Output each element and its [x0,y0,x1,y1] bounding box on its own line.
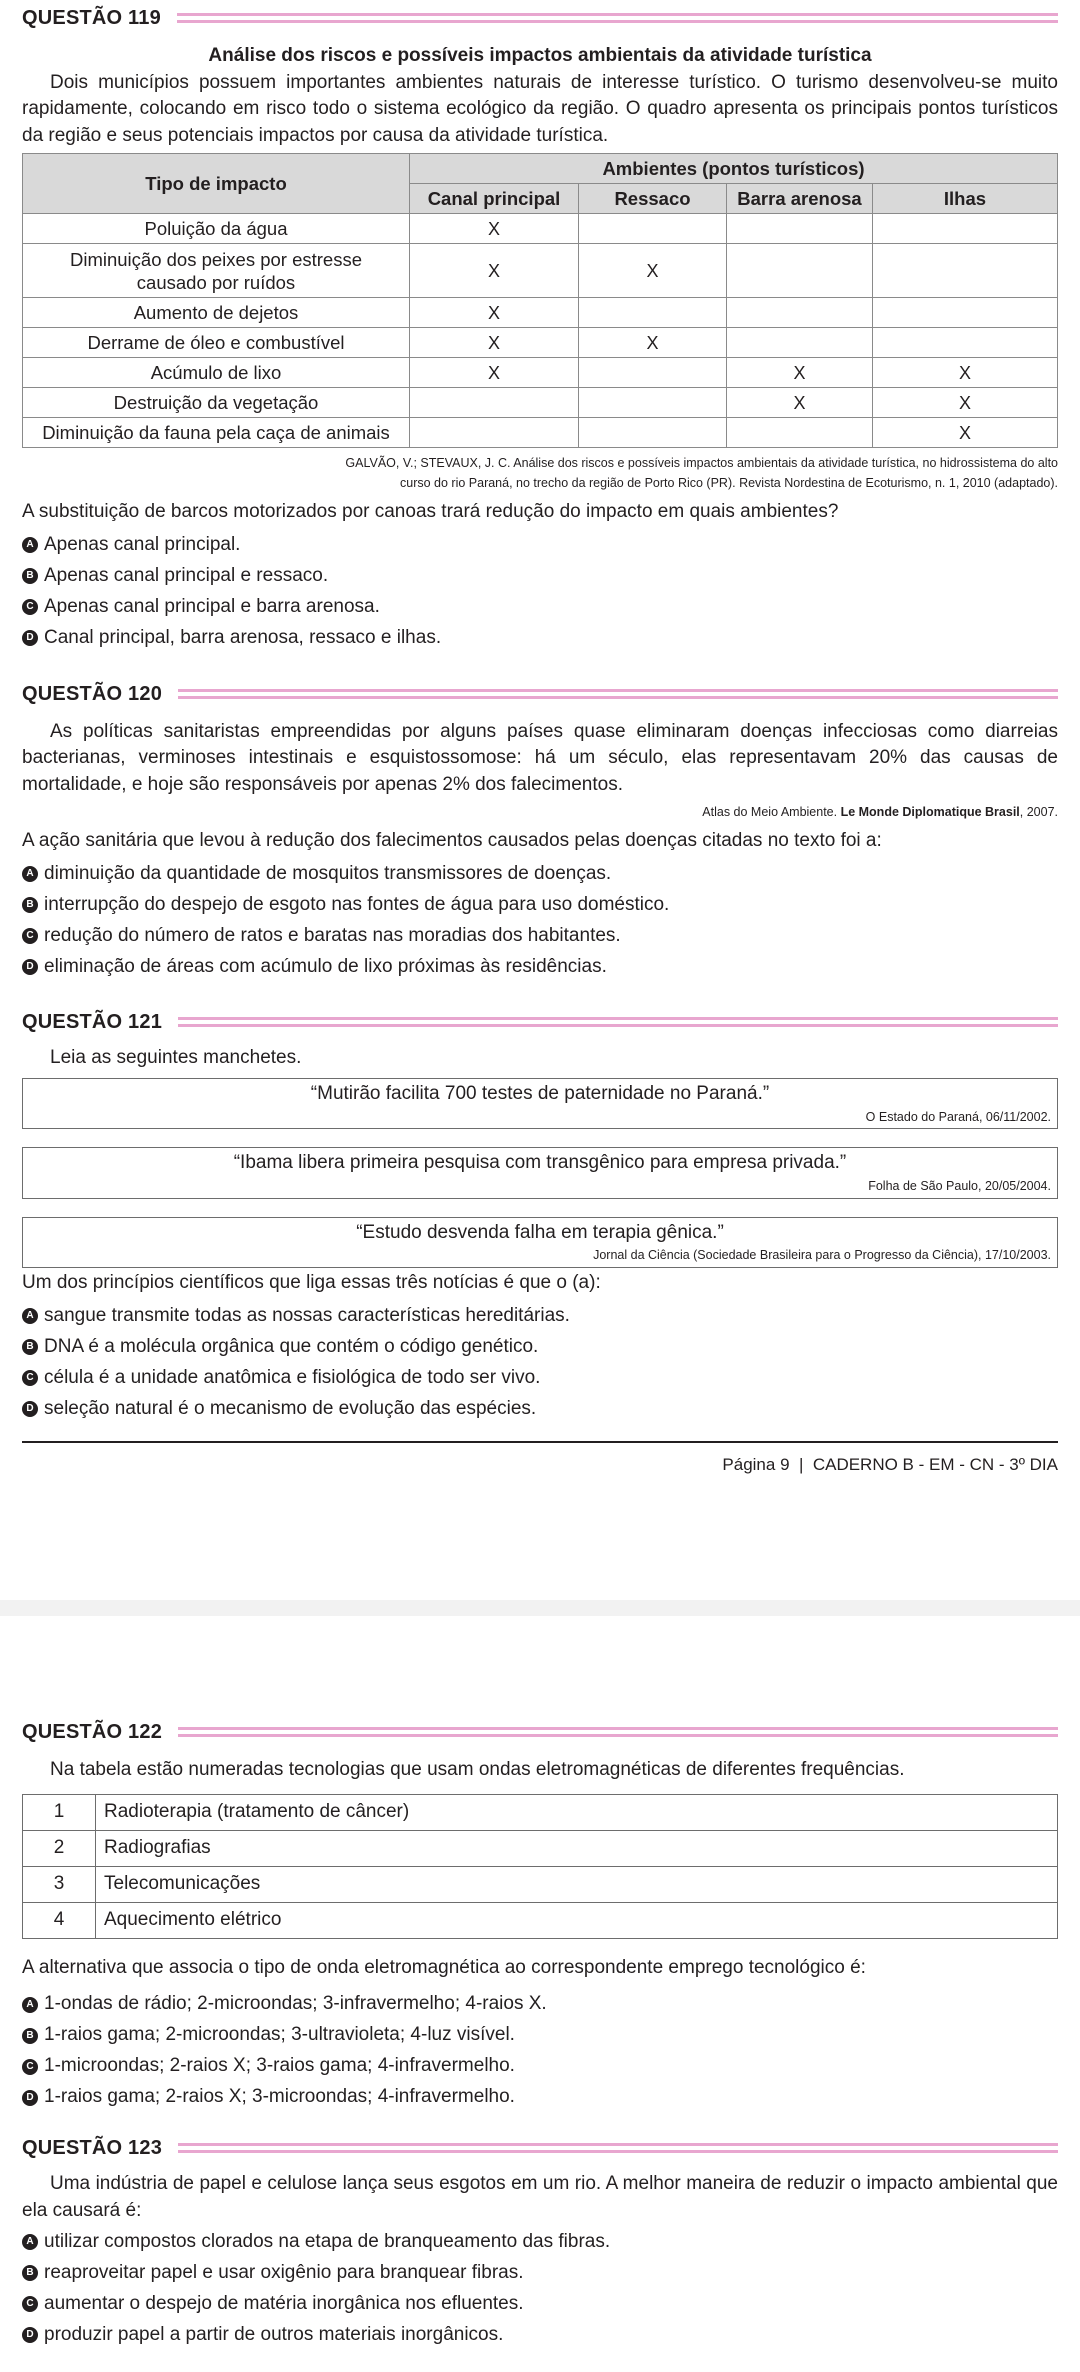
cell [579,214,727,244]
table-row [23,1830,1058,1866]
row-number: 2 [23,1830,96,1866]
question-121-title: QUESTÃO 121 [22,1011,163,1034]
option-text: diminuição da quantidade de mosquitos transmissores de doenças. [44,862,612,884]
technology-table [22,1794,1058,1939]
row-label: Acúmulo de lixo [23,358,410,388]
header-rule [178,1727,1058,1737]
row-label: Diminuição dos peixes por estresse causado por ruídos [23,244,410,298]
column-group-header: Ambientes (pontos turísticos) [410,154,1058,184]
question-122-header [22,1717,1058,1747]
cell [727,418,873,448]
headline-source: Folha de São Paulo, 20/05/2004. [868,1179,1051,1193]
table-row [23,244,1058,298]
header-rule [178,2143,1058,2153]
option-letter-badge: C [22,2296,38,2312]
option-text: eliminação de áreas com acúmulo de lixo próximas às residências. [44,955,607,977]
question-121-options [22,1301,1058,1425]
option-text: interrupção do despejo de esgoto nas fontes de água para uso doméstico. [44,893,670,915]
option-text: 1-ondas de rádio; 2-microondas; 3-infravermelho; 4-raios X. [44,1993,547,2015]
option-letter-badge: A [22,1997,38,2013]
table-row [23,358,1058,388]
row-number: 4 [23,1902,96,1938]
table-row [23,1902,1058,1938]
question-120-prompt: A ação sanitária que levou à redução dos falecimentos causados pelas doenças citadas no texto foi a: [22,829,882,851]
option-d[interactable] [22,2082,1058,2113]
question-119-intro: Dois municípios possuem importantes ambientes naturais de interesse turístico. O turismo desenvolveu-se muito rapidamente, colocando em risco todo o sistema ecológico da região. O quadro apresenta os principais pontos turísticos da região e seus potenciais impactos por causa da atividade turística. [22,71,1058,146]
source-line: GALVÃO, V.; STEVAUX, J. C. Análise dos riscos e possíveis impactos ambientais da atividade turística, no hidrossistema do alto [345,456,1058,471]
option-c[interactable] [22,920,1058,951]
headline-box [22,1078,1058,1129]
table-row [23,328,1058,358]
option-text: utilizar compostos clorados na etapa de branqueamento das fibras. [44,2230,611,2252]
row-text: Radiografias [96,1830,1058,1866]
row-text: Radioterapia (tratamento de câncer) [96,1794,1058,1830]
option-a[interactable] [22,530,1058,561]
option-letter-badge: B [22,2265,38,2281]
cell: X [873,388,1058,418]
question-119-heading: Análise dos riscos e possíveis impactos ambientais da atividade turística [208,45,872,66]
option-d[interactable] [22,623,1058,654]
cell [410,388,579,418]
row-label: Destruição da vegetação [23,388,410,418]
option-c[interactable] [22,592,1058,623]
option-b[interactable] [22,1332,1058,1363]
question-120-source [22,803,1058,822]
cell [727,214,873,244]
option-a[interactable] [22,1301,1058,1332]
option-letter-badge: B [22,897,38,913]
option-text: sangue transmite todas as nossas características hereditárias. [44,1304,570,1326]
cell [727,298,873,328]
impact-table [22,153,1058,448]
question-120-header [22,679,1058,709]
question-119-source [22,454,1058,493]
option-text: 1-raios gama; 2-raios X; 3-microondas; 4-infravermelho. [44,2086,515,2108]
header-rule [177,13,1058,23]
cell: X [410,358,579,388]
question-119-options [22,530,1058,654]
option-letter-badge: B [22,1339,38,1355]
header-rule [178,689,1058,699]
question-119-header [22,3,1058,33]
headline-box [22,1217,1058,1268]
row-label: Poluição da água [23,214,410,244]
option-text: Canal principal, barra arenosa, ressaco e ilhas. [44,626,442,648]
option-c[interactable] [22,2288,1058,2319]
cell [727,328,873,358]
option-text: aumentar o despejo de matéria inorgânica nos efluentes. [44,2292,524,2314]
table-row [23,1866,1058,1902]
option-d[interactable] [22,2319,1058,2350]
option-text: DNA é a molécula orgânica que contém o código genético. [44,1335,539,1357]
option-letter-badge: C [22,599,38,615]
question-123-options [22,2226,1058,2350]
cell [873,328,1058,358]
headline-text: “Estudo desvenda falha em terapia gênica.” [356,1221,724,1243]
option-c[interactable] [22,2051,1058,2082]
question-121-header [22,1007,1058,1037]
option-text: Apenas canal principal e ressaco. [44,564,329,586]
option-d[interactable] [22,951,1058,982]
option-text: célula é a unidade anatômica e fisiológica de todo ser vivo. [44,1366,541,1388]
cell: X [579,244,727,298]
option-letter-badge: A [22,866,38,882]
option-letter-badge: C [22,2059,38,2075]
headline-text: “Mutirão facilita 700 testes de paternidade no Paraná.” [310,1083,770,1105]
column-header: Canal principal [410,184,579,214]
option-letter-badge: D [22,630,38,646]
table-row [23,214,1058,244]
option-text: seleção natural é o mecanismo de evolução das espécies. [44,1397,537,1419]
option-text: Apenas canal principal e barra arenosa. [44,595,380,617]
option-a[interactable] [22,858,1058,889]
source-text: Atlas do Meio Ambiente. [702,804,841,819]
question-120-intro: As políticas sanitaristas empreendidas por alguns países quase eliminaram doenças infecciosas como diarreias bacterianas, verminoses intestinais e esquistossomose: há um século, elas representavam 20% das causas de mortalidade, e hoje são responsáveis por apenas 2% dos falecimentos. [22,720,1058,795]
table-row [23,388,1058,418]
cell [727,244,873,298]
cell: X [727,358,873,388]
row-header: Tipo de impacto [23,154,410,214]
option-letter-badge: B [22,2028,38,2044]
option-b[interactable] [22,561,1058,592]
option-d[interactable] [22,1394,1058,1425]
option-letter-badge: D [22,959,38,975]
source-publication: Le Monde Diplomatique Brasil [840,804,1020,819]
option-b[interactable] [22,889,1058,920]
column-header: Barra arenosa [727,184,873,214]
option-text: 1-raios gama; 2-microondas; 3-ultravioleta; 4-luz visível. [44,2024,515,2046]
option-letter-badge: D [22,2327,38,2343]
option-a[interactable] [22,1989,1058,2020]
source-line: curso do rio Paraná, no trecho da região de Porto Rico (PR). Revista Nordestina de Ecoturismo, n. 1, 2010 (adaptado). [400,475,1058,490]
row-label: Aumento de dejetos [23,298,410,328]
row-number: 1 [23,1794,96,1830]
option-b[interactable] [22,2020,1058,2051]
cell: X [410,298,579,328]
cell: X [579,328,727,358]
cell [410,418,579,448]
question-121-intro: Leia as seguintes manchetes. [50,1047,302,1069]
option-text: produzir papel a partir de outros materiais inorgânicos. [44,2323,504,2345]
column-header: Ressaco [579,184,727,214]
page-footer: Página 9 | CADERNO B - EM - CN - 3º DIA [722,1454,1058,1474]
source-year: , 2007. [1019,804,1058,819]
column-header: Ilhas [873,184,1058,214]
question-121-prompt: Um dos princípios científicos que liga essas três notícias é que o (a): [22,1272,601,1294]
option-c[interactable] [22,1363,1058,1394]
option-text: reaproveitar papel e usar oxigênio para branquear fibras. [44,2261,524,2283]
cell [579,358,727,388]
headline-box [22,1147,1058,1198]
option-letter-badge: D [22,2090,38,2106]
cell [873,214,1058,244]
question-120-options [22,858,1058,982]
question-120-title: QUESTÃO 120 [22,682,163,705]
option-letter-badge: A [22,537,38,553]
headline-source: Jornal da Ciência (Sociedade Brasileira para o Progresso da Ciência), 17/10/2003. [593,1248,1051,1263]
cell: X [410,328,579,358]
cell: X [410,214,579,244]
row-label: Diminuição da fauna pela caça de animais [23,418,410,448]
option-b[interactable] [22,2257,1058,2288]
option-a[interactable] [22,2226,1058,2257]
question-123-title: QUESTÃO 123 [22,2137,163,2160]
header-rule [178,1017,1058,1027]
question-123-header [22,2133,1058,2163]
headline-text: “Ibama libera primeira pesquisa com transgênico para empresa privada.” [233,1152,847,1174]
option-letter-badge: C [22,1370,38,1386]
cell: X [410,244,579,298]
option-letter-badge: D [22,1401,38,1417]
question-119-prompt: A substituição de barcos motorizados por canoas trará redução do impacto em quais ambientes? [22,501,839,523]
footer-rule [22,1441,1058,1443]
option-letter-badge: C [22,928,38,944]
table-row [23,418,1058,448]
question-119-title: QUESTÃO 119 [22,7,161,29]
option-text: Apenas canal principal. [44,533,241,555]
row-text: Aquecimento elétrico [96,1902,1058,1938]
question-122-options [22,1989,1058,2113]
table-row [23,1794,1058,1830]
row-label: Derrame de óleo e combustível [23,328,410,358]
option-text: redução do número de ratos e baratas nas moradias dos habitantes. [44,924,621,946]
cell [579,298,727,328]
cell [873,298,1058,328]
question-123-intro: Uma indústria de papel e celulose lança seus esgotos em um rio. A melhor maneira de reduzir o impacto ambiental que ela causará é: [22,2173,1058,2221]
row-number: 3 [23,1866,96,1902]
cell [579,418,727,448]
question-122-prompt: A alternativa que associa o tipo de onda eletromagnética ao correspondente emprego tecnológico é: [22,1956,866,1978]
cell [873,244,1058,298]
option-letter-badge: A [22,1308,38,1324]
table-row [23,298,1058,328]
option-letter-badge: B [22,568,38,584]
cell [579,388,727,418]
cell: X [727,388,873,418]
option-text: 1-microondas; 2-raios X; 3-raios gama; 4-infravermelho. [44,2055,515,2077]
question-122-title: QUESTÃO 122 [22,1721,163,1743]
row-text: Telecomunicações [96,1866,1058,1902]
option-letter-badge: A [22,2234,38,2250]
page-gap [0,1600,1080,1616]
cell: X [873,418,1058,448]
headline-source: O Estado do Paraná, 06/11/2002. [865,1109,1051,1124]
exam-page-10 [0,1616,1080,2372]
cell: X [873,358,1058,388]
question-122-intro: Na tabela estão numeradas tecnologias que usam ondas eletromagnéticas de diferentes frequências. [50,1759,905,1780]
